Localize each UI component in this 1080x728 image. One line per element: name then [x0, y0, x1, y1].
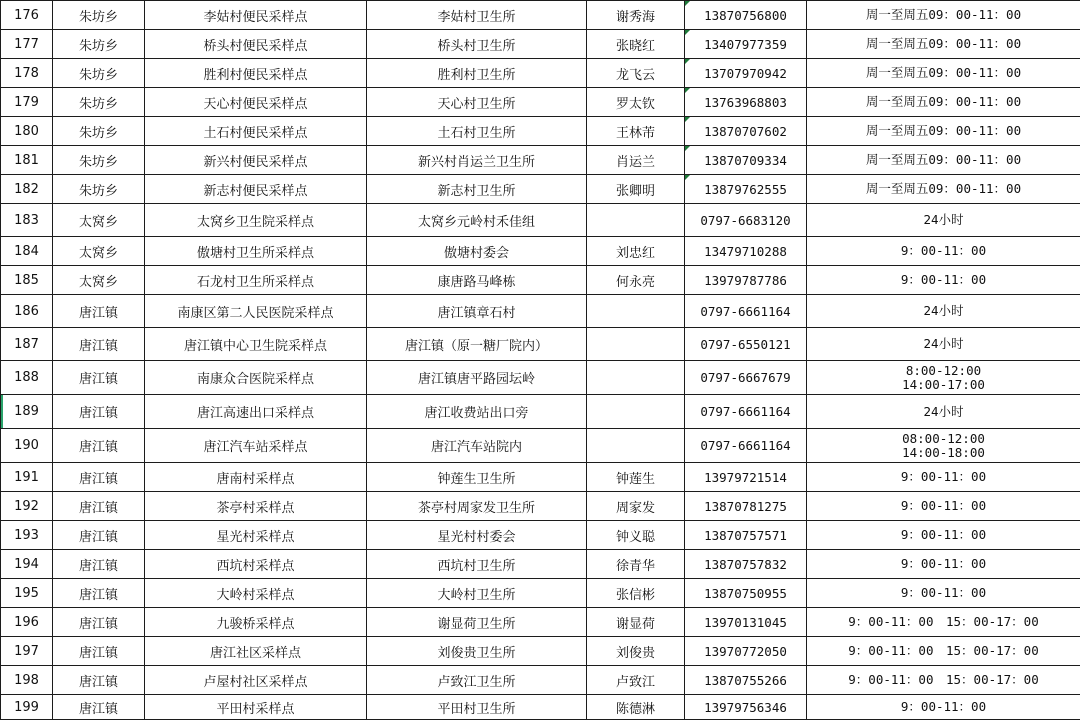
cell-hours[interactable]	[807, 59, 1080, 88]
cell-address[interactable]: 星光村村委会	[367, 521, 587, 550]
cell-hours[interactable]	[807, 579, 1080, 608]
hours-line: 周一至周五09：00-11：00	[865, 65, 1022, 80]
cell-hours[interactable]	[807, 237, 1080, 266]
cell-index[interactable]: 194	[1, 550, 53, 579]
cell-contact[interactable]: 何永亮	[587, 266, 685, 295]
hours-line: 周一至周五09：00-11：00	[865, 123, 1022, 138]
table-row	[1, 117, 1080, 146]
cell-hours[interactable]	[807, 666, 1080, 695]
cell-site[interactable]: 西坑村采样点	[145, 550, 367, 579]
cell-index[interactable]: 184	[1, 237, 53, 266]
table-row	[1, 395, 1080, 429]
cell-phone[interactable]: 0797-6661164	[685, 295, 807, 328]
cell-address[interactable]: 西坑村卫生所	[367, 550, 587, 579]
cell-address[interactable]: 天心村卫生所	[367, 88, 587, 117]
cell-hours[interactable]	[807, 608, 1080, 637]
cell-phone[interactable]: 13879762555	[685, 175, 807, 204]
table-body	[1, 1, 1080, 720]
cell-contact[interactable]: 徐青华	[587, 550, 685, 579]
table-row	[1, 328, 1080, 361]
cell-address[interactable]: 康唐路马峰栋	[367, 266, 587, 295]
cell-site[interactable]: 傲塘村卫生所采样点	[145, 237, 367, 266]
cell-phone[interactable]: 13979787786	[685, 266, 807, 295]
cell-hours[interactable]	[807, 361, 1080, 395]
table-row	[1, 463, 1080, 492]
table-row	[1, 237, 1080, 266]
cell-phone[interactable]: 13970772050	[685, 637, 807, 666]
table-row	[1, 30, 1080, 59]
cell-index[interactable]: 179	[1, 88, 53, 117]
table-row	[1, 695, 1080, 720]
cell-index[interactable]: 178	[1, 59, 53, 88]
table-row	[1, 88, 1080, 117]
cell-address[interactable]: 唐江镇唐平路园坛岭	[367, 361, 587, 395]
hours-line: 9：00-11：00 15：00-17：00	[848, 614, 1039, 629]
hours-line: 9：00-11：00	[900, 527, 987, 542]
cell-hours[interactable]	[807, 492, 1080, 521]
cell-index[interactable]: 177	[1, 30, 53, 59]
cell-index[interactable]: 189	[1, 395, 53, 429]
cell-town[interactable]: 朱坊乡	[53, 88, 145, 117]
cell-site[interactable]: 唐江汽车站采样点	[145, 429, 367, 463]
cell-hours[interactable]	[807, 637, 1080, 666]
cell-address[interactable]: 李姑村卫生所	[367, 1, 587, 30]
cell-index[interactable]: 180	[1, 117, 53, 146]
cell-contact[interactable]: 张信彬	[587, 579, 685, 608]
table-row	[1, 266, 1080, 295]
cell-address[interactable]: 土石村卫生所	[367, 117, 587, 146]
table-row	[1, 521, 1080, 550]
cell-phone[interactable]: 0797-6661164	[685, 395, 807, 429]
cell-site[interactable]: 天心村便民采样点	[145, 88, 367, 117]
hours-line: 9：00-11：00 15：00-17：00	[848, 643, 1039, 658]
cell-town[interactable]: 唐江镇	[53, 521, 145, 550]
cell-hours[interactable]	[807, 88, 1080, 117]
cell-contact[interactable]	[587, 204, 685, 237]
table-row	[1, 637, 1080, 666]
cell-hours[interactable]	[807, 328, 1080, 361]
cell-contact[interactable]: 龙飞云	[587, 59, 685, 88]
cell-town[interactable]: 朱坊乡	[53, 146, 145, 175]
cell-index[interactable]: 188	[1, 361, 53, 395]
cell-contact[interactable]	[587, 361, 685, 395]
cell-site[interactable]: 唐江社区采样点	[145, 637, 367, 666]
cell-index[interactable]: 192	[1, 492, 53, 521]
cell-town[interactable]: 太窝乡	[53, 266, 145, 295]
cell-phone[interactable]: 13870707602	[685, 117, 807, 146]
hours-line: 9：00-11：00	[900, 556, 987, 571]
cell-phone[interactable]: 13479710288	[685, 237, 807, 266]
cell-hours[interactable]	[807, 695, 1080, 720]
cell-index[interactable]: 185	[1, 266, 53, 295]
cell-phone[interactable]: 0797-6661164	[685, 429, 807, 463]
cell-site[interactable]: 九骏桥采样点	[145, 608, 367, 637]
hours-line: 周一至周五09：00-11：00	[865, 94, 1022, 109]
cell-phone[interactable]: 0797-6683120	[685, 204, 807, 237]
cell-address[interactable]: 茶亭村周家发卫生所	[367, 492, 587, 521]
cell-index[interactable]: 176	[1, 1, 53, 30]
cell-town[interactable]: 唐江镇	[53, 463, 145, 492]
table-row	[1, 1, 1080, 30]
cell-contact[interactable]: 罗太钦	[587, 88, 685, 117]
cell-address[interactable]: 太窝乡元岭村禾佳组	[367, 204, 587, 237]
cell-contact[interactable]: 刘俊贵	[587, 637, 685, 666]
table-row	[1, 146, 1080, 175]
cell-contact[interactable]: 肖运兰	[587, 146, 685, 175]
cell-index[interactable]: 182	[1, 175, 53, 204]
cell-hours[interactable]	[807, 175, 1080, 204]
cell-hours[interactable]	[807, 429, 1080, 463]
cell-index[interactable]: 183	[1, 204, 53, 237]
cell-address[interactable]: 大岭村卫生所	[367, 579, 587, 608]
cell-site[interactable]: 卢屋村社区采样点	[145, 666, 367, 695]
table-row	[1, 361, 1080, 395]
table-row	[1, 492, 1080, 521]
cell-address[interactable]: 唐江收费站出口旁	[367, 395, 587, 429]
cell-address[interactable]: 卢致江卫生所	[367, 666, 587, 695]
cell-index[interactable]: 197	[1, 637, 53, 666]
hours-line: 24小时	[923, 336, 964, 351]
cell-address[interactable]: 桥头村卫生所	[367, 30, 587, 59]
table-row	[1, 295, 1080, 328]
cell-town[interactable]: 朱坊乡	[53, 117, 145, 146]
cell-site[interactable]: 石龙村卫生所采样点	[145, 266, 367, 295]
cell-address[interactable]: 唐江镇章石村	[367, 295, 587, 328]
cell-index[interactable]: 199	[1, 695, 53, 720]
cell-contact[interactable]	[587, 328, 685, 361]
cell-contact[interactable]	[587, 295, 685, 328]
cell-hours[interactable]	[807, 266, 1080, 295]
cell-town[interactable]: 唐江镇	[53, 328, 145, 361]
cell-town[interactable]: 唐江镇	[53, 695, 145, 720]
cell-contact[interactable]	[587, 395, 685, 429]
cell-town[interactable]: 唐江镇	[53, 637, 145, 666]
table-row	[1, 666, 1080, 695]
hours-line: 24小时	[923, 212, 964, 227]
cell-site[interactable]: 胜利村便民采样点	[145, 59, 367, 88]
cell-hours[interactable]	[807, 550, 1080, 579]
cell-address[interactable]: 傲塘村委会	[367, 237, 587, 266]
cell-contact[interactable]: 陈德淋	[587, 695, 685, 720]
hours-line: 周一至周五09：00-11：00	[865, 152, 1022, 167]
cell-address[interactable]: 胜利村卫生所	[367, 59, 587, 88]
table-row	[1, 204, 1080, 237]
table-row	[1, 608, 1080, 637]
cell-town[interactable]: 唐江镇	[53, 608, 145, 637]
hours-line: 24小时	[923, 303, 964, 318]
cell-town[interactable]: 唐江镇	[53, 429, 145, 463]
cell-address[interactable]: 刘俊贵卫生所	[367, 637, 587, 666]
cell-phone[interactable]: 13870756800	[685, 1, 807, 30]
cell-index[interactable]: 191	[1, 463, 53, 492]
cell-address[interactable]: 唐江镇（原一糖厂院内）	[367, 328, 587, 361]
cell-index[interactable]: 187	[1, 328, 53, 361]
cell-hours[interactable]	[807, 30, 1080, 59]
cell-hours[interactable]	[807, 295, 1080, 328]
hours-line: 08:00-12:00	[902, 430, 985, 446]
cell-index[interactable]: 196	[1, 608, 53, 637]
cell-phone[interactable]: 13870757832	[685, 550, 807, 579]
cell-index[interactable]: 193	[1, 521, 53, 550]
cell-index[interactable]: 198	[1, 666, 53, 695]
cell-contact[interactable]: 刘忠红	[587, 237, 685, 266]
cell-phone[interactable]: 0797-6667679	[685, 361, 807, 395]
cell-town[interactable]: 唐江镇	[53, 492, 145, 521]
cell-index[interactable]: 181	[1, 146, 53, 175]
cell-phone[interactable]: 13870709334	[685, 146, 807, 175]
cell-site[interactable]: 唐江镇中心卫生院采样点	[145, 328, 367, 361]
hours-line: 9：00-11：00	[900, 498, 987, 513]
hours-line: 8:00-12:00	[905, 362, 982, 378]
cell-town[interactable]: 朱坊乡	[53, 1, 145, 30]
cell-phone[interactable]: 13407977359	[685, 30, 807, 59]
cell-hours[interactable]	[807, 204, 1080, 237]
cell-address[interactable]: 谢显荷卫生所	[367, 608, 587, 637]
cell-town[interactable]: 朱坊乡	[53, 30, 145, 59]
cell-site[interactable]: 唐南村采样点	[145, 463, 367, 492]
cell-phone[interactable]: 13870781275	[685, 492, 807, 521]
cell-town[interactable]: 太窝乡	[53, 204, 145, 237]
cell-address[interactable]: 新兴村肖运兰卫生所	[367, 146, 587, 175]
cell-contact[interactable]: 钟莲生	[587, 463, 685, 492]
cell-phone[interactable]: 13763968803	[685, 88, 807, 117]
hours-line: 9：00-11：00	[900, 272, 987, 287]
cell-site[interactable]: 太窝乡卫生院采样点	[145, 204, 367, 237]
cell-phone[interactable]: 13979721514	[685, 463, 807, 492]
cell-address[interactable]: 钟莲生卫生所	[367, 463, 587, 492]
cell-site[interactable]: 南康区第二人民医院采样点	[145, 295, 367, 328]
cell-contact[interactable]	[587, 429, 685, 463]
cell-hours[interactable]	[807, 117, 1080, 146]
cell-town[interactable]: 朱坊乡	[53, 175, 145, 204]
cell-site[interactable]: 平田村采样点	[145, 695, 367, 720]
cell-hours[interactable]	[807, 146, 1080, 175]
cell-site[interactable]: 新志村便民采样点	[145, 175, 367, 204]
cell-hours[interactable]	[807, 521, 1080, 550]
hours-line: 14:00-17:00	[902, 376, 985, 392]
cell-town[interactable]: 唐江镇	[53, 295, 145, 328]
hours-line: 24小时	[923, 403, 964, 419]
cell-site[interactable]: 星光村采样点	[145, 521, 367, 550]
hours-line: 9：00-11：00	[900, 243, 987, 258]
table-row	[1, 429, 1080, 463]
cell-site[interactable]: 唐江高速出口采样点	[145, 395, 367, 429]
cell-phone[interactable]: 13870755266	[685, 666, 807, 695]
cell-hours[interactable]	[807, 395, 1080, 429]
cell-contact[interactable]: 谢秀海	[587, 1, 685, 30]
table-row	[1, 579, 1080, 608]
cell-town[interactable]: 唐江镇	[53, 361, 145, 395]
cell-town[interactable]: 太窝乡	[53, 237, 145, 266]
cell-contact[interactable]: 周家发	[587, 492, 685, 521]
cell-address[interactable]: 新志村卫生所	[367, 175, 587, 204]
cell-town[interactable]: 唐江镇	[53, 579, 145, 608]
cell-phone[interactable]: 13979756346	[685, 695, 807, 720]
hours-line: 周一至周五09：00-11：00	[865, 181, 1022, 196]
cell-site[interactable]: 大岭村采样点	[145, 579, 367, 608]
cell-site[interactable]: 新兴村便民采样点	[145, 146, 367, 175]
cell-site[interactable]: 李姑村便民采样点	[145, 1, 367, 30]
hours-line: 9：00-11：00	[900, 469, 987, 484]
cell-town[interactable]: 唐江镇	[53, 395, 145, 429]
cell-phone[interactable]: 13870757571	[685, 521, 807, 550]
cell-contact[interactable]: 张晓红	[587, 30, 685, 59]
cell-phone[interactable]: 13707970942	[685, 59, 807, 88]
cell-contact[interactable]: 卢致江	[587, 666, 685, 695]
hours-line: 14:00-18:00	[902, 444, 985, 460]
hours-line: 周一至周五09：00-11：00	[865, 7, 1022, 22]
cell-contact[interactable]: 王林芾	[587, 117, 685, 146]
cell-index[interactable]: 190	[1, 429, 53, 463]
cell-town[interactable]: 唐江镇	[53, 666, 145, 695]
cell-address[interactable]: 平田村卫生所	[367, 695, 587, 720]
cell-hours[interactable]	[807, 463, 1080, 492]
cell-site[interactable]: 南康众合医院采样点	[145, 361, 367, 395]
cell-town[interactable]: 朱坊乡	[53, 59, 145, 88]
cell-site[interactable]: 土石村便民采样点	[145, 117, 367, 146]
hours-line: 9：00-11：00 15：00-17：00	[848, 672, 1039, 687]
cell-site[interactable]: 茶亭村采样点	[145, 492, 367, 521]
cell-index[interactable]: 186	[1, 295, 53, 328]
hours-line: 周一至周五09：00-11：00	[865, 36, 1022, 51]
cell-town[interactable]: 唐江镇	[53, 550, 145, 579]
cell-index[interactable]: 195	[1, 579, 53, 608]
hours-line: 9：00-11：00	[900, 585, 987, 600]
hours-line: 9：00-11：00	[900, 699, 987, 714]
cell-phone[interactable]: 0797-6550121	[685, 328, 807, 361]
cell-site[interactable]: 桥头村便民采样点	[145, 30, 367, 59]
cell-hours[interactable]	[807, 1, 1080, 30]
cell-address[interactable]: 唐江汽车站院内	[367, 429, 587, 463]
cell-phone[interactable]: 13870750955	[685, 579, 807, 608]
cell-contact[interactable]: 谢显荷	[587, 608, 685, 637]
cell-contact[interactable]: 钟义聪	[587, 521, 685, 550]
cell-contact[interactable]: 张卿明	[587, 175, 685, 204]
cell-phone[interactable]: 13970131045	[685, 608, 807, 637]
table-row	[1, 550, 1080, 579]
table-row	[1, 59, 1080, 88]
table-row	[1, 175, 1080, 204]
